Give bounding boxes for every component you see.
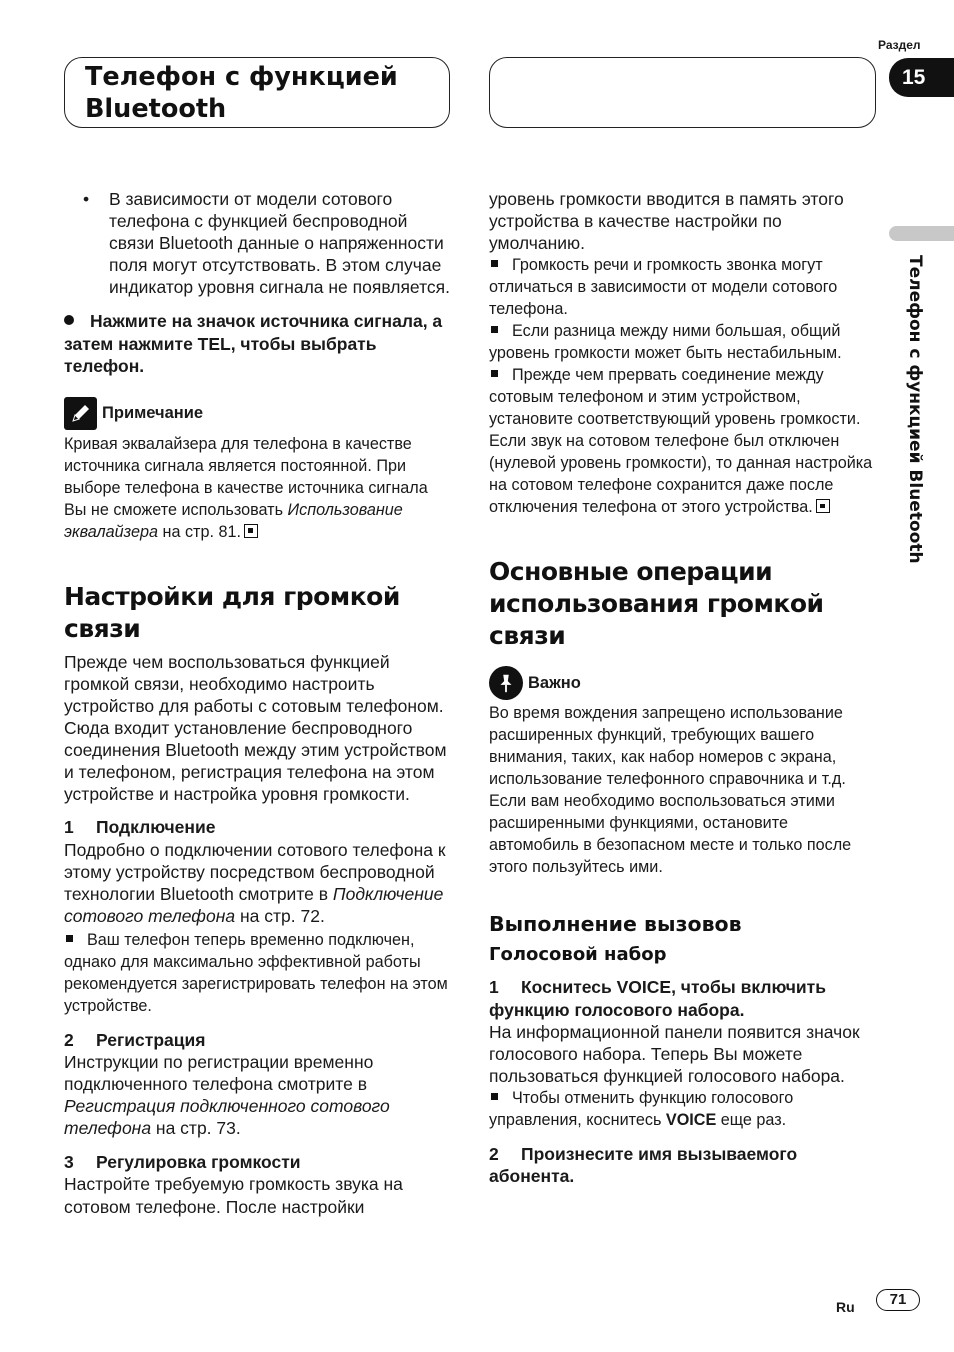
step-body: Инструкции по регистрации временно подключенного телефона смотрите в [64, 1051, 374, 1095]
step-title: Произнесите имя вызываемого абонента. [489, 1143, 798, 1187]
volume-note-3 [489, 364, 879, 518]
step-title: Коснитесь VOICE, чтобы включить функцию голосового набора. [489, 977, 826, 1020]
section-heading: Основные операции использования громкой связи [489, 557, 824, 651]
step-2-title [64, 1029, 454, 1051]
note-suffix: на стр. 81. [158, 522, 241, 541]
header-empty-box [489, 57, 876, 128]
side-tab-bar [889, 226, 954, 241]
step-2-link[interactable]: Регистрация подключенного сотового телефона [64, 1096, 390, 1139]
instruction [64, 310, 454, 376]
subsubheading: Голосовой набор [489, 944, 667, 966]
section-number-badge: 15 [889, 58, 954, 97]
step-number: 1 [64, 817, 74, 838]
instruction-text: Нажмите на значок источника сигнала, а затем нажмите TEL, чтобы выбрать телефон. [64, 311, 443, 376]
note-text [64, 433, 454, 543]
volume-note-3-text: Прежде чем прервать соединение между сотовым телефоном и этим устройством, установите соответствующий уровень громкости. Если звук на сотовом телефоне был отключен (нулевой уровень громкости), то данная настройка на сотовом телефоне сохранится даже после отключения телефона от этого устройства. [489, 366, 873, 517]
important-header [489, 666, 879, 700]
info-bullet [64, 188, 454, 298]
step-body: Подробно о подключении сотового телефона к этому устройству посредством беспроводной технологии Bluetooth смотрите в [64, 839, 446, 904]
step-1-note-text: Ваш телефон теперь временно подключен, однако для максимально эффективной работы рекомендуется зарегистрировать телефон на этом устройстве. [64, 930, 448, 1015]
step-number: 2 [64, 1029, 74, 1050]
voice-step-1-note [489, 1087, 879, 1131]
square-bullet-icon [491, 370, 498, 377]
step-1-note [64, 929, 454, 1017]
note-body: Кривая эквалайзера для телефона в качестве источника сигнала является постоянной. При выборе телефона в качестве источника сигнала Вы не сможете использовать [64, 434, 428, 519]
voice-note-prefix: Чтобы отменить функцию голосового управления, коснитесь [489, 1088, 794, 1129]
square-bullet-icon [491, 326, 498, 333]
step-number: 2 [489, 1143, 499, 1164]
pushpin-important-icon [489, 666, 523, 700]
important-text: Во время вождения запрещено использование расширенных функций, требующих вашего внимания, таких, как набор номеров с экрана, использование телефонного справочника и т.д. Если вам необходимо воспользоваться этими расширенными функциями, остановите автомобиль в безопасном месте и только после этого пользуйтесь ими. [489, 704, 852, 877]
voice-step-2-title [489, 1143, 879, 1187]
right-column [489, 188, 879, 1187]
volume-note-1 [489, 254, 879, 320]
important-title: Важно [528, 674, 581, 693]
step-3-title [64, 1151, 454, 1173]
step-title: Регистрация [96, 1029, 206, 1050]
language-label: Ru [836, 1299, 855, 1315]
left-column [64, 188, 454, 1218]
bullet-icon: • [83, 189, 90, 209]
chapter-title-box [64, 57, 450, 128]
voice-step-1-text: На информационной панели появится значок голосового набора. Теперь Вы можете пользоваться функцией голосового набора. [489, 1021, 860, 1086]
step-title: Подключение [96, 817, 216, 838]
step-1-title [64, 816, 454, 838]
step-title: Регулировка громкости [96, 1152, 301, 1173]
chapter-title: Телефон с функцией Bluetooth [85, 62, 398, 124]
side-tab-label: Телефон с функцией Bluetooth [905, 255, 925, 564]
pencil-note-icon [64, 397, 97, 430]
volume-note-2 [489, 320, 879, 364]
subheading: Выполнение вызовов [489, 912, 742, 937]
note-title: Примечание [102, 404, 204, 423]
step-1-text [64, 839, 454, 927]
step-2-text [64, 1051, 454, 1139]
intro-paragraph: Прежде чем воспользоваться функцией громкой связи, необходимо настроить устройство для работы с сотовым телефоном. Сюда входит установление беспроводного соединения Bluetooth между этим устройством и телефоном, регистрация телефона на этом устройстве и настройка уровня громкости. [64, 651, 447, 805]
end-mark-icon [816, 499, 830, 513]
bullet-text: В зависимости от модели сотового телефона с функцией беспроводной связи Bluetooth данные о напряженности поля могут отсутствовать. В этом случае индикатор уровня сигнала не появляется. [109, 189, 450, 298]
volume-note-2-text: Если разница между ними большая, общий уровень громкости может быть нестабильным. [489, 322, 842, 363]
continuation-text: уровень громкости вводится в память этого устройства в качестве настройки по умолчанию. [489, 189, 844, 254]
instruction-dot-icon [64, 315, 74, 325]
step-1-link[interactable]: Подключение сотового телефона [64, 883, 444, 926]
volume-note-1-text: Громкость речи и громкость звонка могут отличаться в зависимости от модели сотового телефона. [489, 256, 838, 319]
step-number: 1 [489, 977, 499, 998]
end-mark-icon [244, 524, 258, 538]
note-link[interactable]: Использование эквалайзера [64, 500, 403, 541]
note-header [64, 397, 454, 430]
voice-note-suffix: еще раз. [716, 1110, 787, 1129]
section-heading: Настройки для громкой связи [64, 581, 400, 643]
step-3-text: Настройте требуемую громкость звука на сотовом телефоне. После настройки [64, 1174, 403, 1217]
square-bullet-icon [491, 260, 498, 267]
voice-keyword: VOICE [665, 1110, 717, 1129]
voice-step-1-title [489, 976, 879, 1020]
step-suffix: на стр. 72. [235, 905, 325, 926]
page-number: 71 [876, 1289, 920, 1311]
square-bullet-icon [491, 1093, 498, 1100]
step-number: 3 [64, 1152, 74, 1173]
square-bullet-icon [66, 935, 73, 942]
step-suffix: на стр. 73. [151, 1118, 241, 1139]
section-label: Раздел [878, 38, 921, 52]
